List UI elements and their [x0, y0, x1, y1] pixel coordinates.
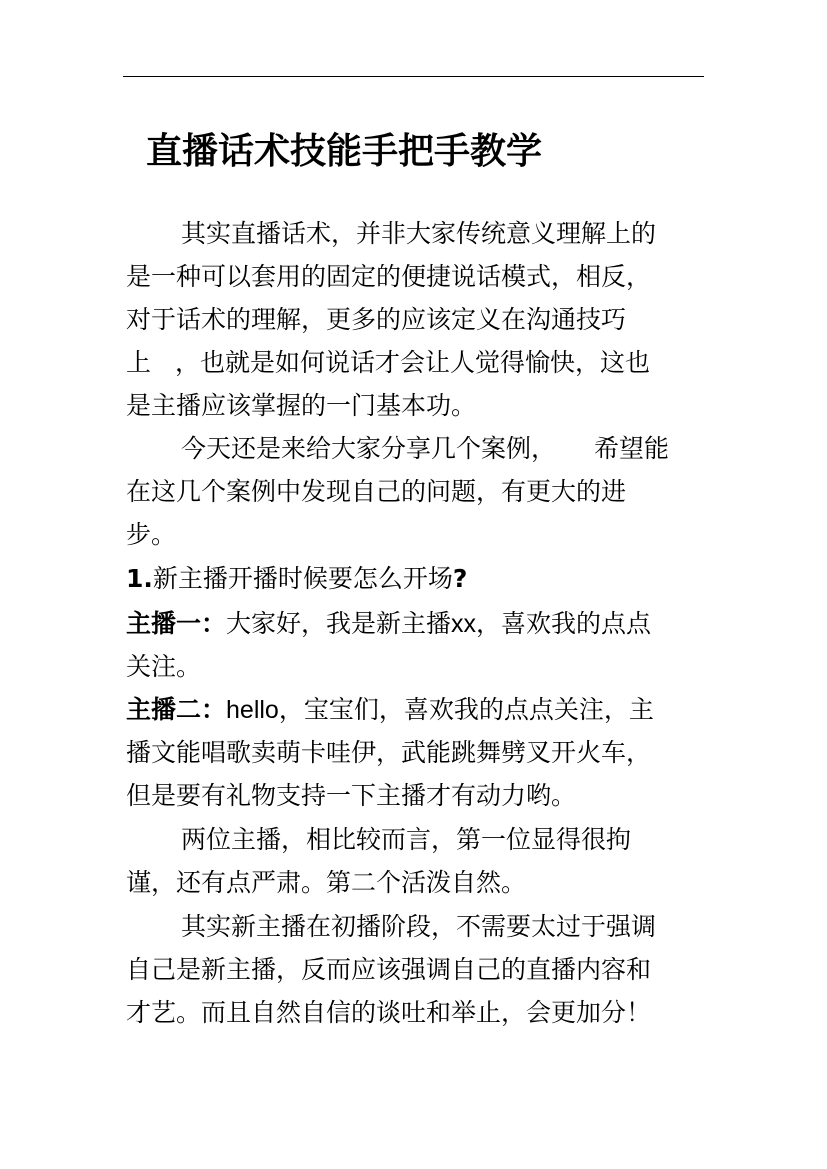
- analysis-2-line-1: 其实新主播在初播阶段，不需要太过于强调: [181, 912, 657, 941]
- question-heading: [126, 561, 467, 597]
- paragraph-2-line-3: 步。: [126, 520, 177, 549]
- example-2-text-a: hello: [226, 696, 279, 724]
- analysis-1-line-2: 谨，还有点严肃。第二个活泼自然。: [126, 868, 527, 897]
- analysis-2-line-2: 自己是新主播，反而应该强调自己的直播内容和: [126, 955, 652, 984]
- header-rule: [123, 76, 704, 77]
- paragraph-1-line-3: 对于话术的理解，更多的应该定义在沟通技巧: [126, 305, 627, 334]
- question-mark: ?: [452, 564, 468, 593]
- example-2-line-3: 但是要有礼物支持一下主播才有动力哟。: [126, 781, 577, 810]
- paragraph-2-line-2: 在这几个案例中发现自己的问题，有更大的进: [126, 477, 627, 506]
- example-2-label: 主播二：: [126, 695, 227, 724]
- paragraph-2-line-1b: 希望能: [594, 434, 670, 463]
- paragraph-1-line-2: 是一种可以套用的固定的便捷说话模式，相反，: [126, 262, 652, 291]
- paragraph-1-line-4a: 上: [126, 348, 152, 377]
- paragraph-1-line-5: 是主播应该掌握的一门基本功。: [126, 391, 477, 420]
- document-title: 直播话术技能手把手教学: [146, 131, 543, 172]
- example-1-line-1: [126, 606, 651, 642]
- analysis-1-line-1: 两位主播，相比较而言，第一位显得很拘: [181, 825, 632, 854]
- example-1-label: 主播一：: [126, 609, 227, 638]
- question-text: 新主播开播时候要怎么开场: [152, 564, 453, 593]
- paragraph-1-line-1: 其实直播话术，并非大家传统意义理解上的: [181, 219, 657, 248]
- example-1-text-c: ，喜欢我的点点: [476, 609, 652, 638]
- example-1-text-a: 大家好，我是新主播: [226, 609, 452, 638]
- paragraph-1-line-4: [126, 345, 650, 381]
- paragraph-1-line-4b: ，也就是如何说话才会让人觉得愉快，这也: [175, 348, 651, 377]
- example-1-line-2: 关注。: [126, 652, 202, 681]
- example-2-text-b: ，宝宝们，喜欢我的点点关注，主: [278, 695, 654, 724]
- example-2-line-2: 播文能唱歌卖萌卡哇伊，武能跳舞劈叉开火车，: [126, 738, 652, 767]
- paragraph-2-line-1: [181, 431, 669, 467]
- analysis-2-line-3: 才艺。而且自然自信的谈吐和举止，会更加分！: [126, 998, 652, 1027]
- example-1-text-b: xx: [451, 610, 477, 638]
- paragraph-2-line-1a: 今天还是来给大家分享几个案例，: [181, 434, 557, 463]
- example-2-line-1: [126, 692, 654, 728]
- question-number: 1.: [126, 564, 153, 593]
